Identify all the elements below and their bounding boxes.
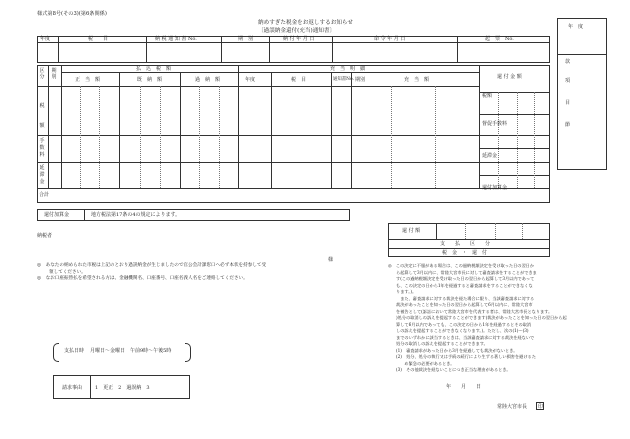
notes-right-line-2: ら起算して3月以内に、常陸大宮市長に対して審査請求をすることができま (396, 269, 537, 275)
taxpayer-sama: 様 (328, 257, 334, 263)
section-header: 区分 (39, 68, 45, 80)
notes-right-line-3: す(この過納税額決定を受け取った日の翌日から起算して3月以内であって (396, 276, 535, 281)
notes-right-line-12: までのいずれかに該当するときは、当該審査請求に対する裁決を経ないで (396, 334, 535, 340)
title-line1: 納めすぎた税金をお返しするお知らせ (258, 20, 353, 26)
title-line2: 〔過誤納金還付(充当)通知書〕 (258, 28, 336, 34)
hours-label: 支払日時 (64, 348, 85, 354)
right-panel (557, 18, 607, 170)
notes-right-line-8: を被告として(訴訟において常陸大宮市を代表する者は、常陸大宮市長となります。 (396, 308, 553, 314)
notes-right-line-1: この決定に不服がある場合は、この過納税額決定を受け取った日の翌日か (395, 263, 535, 268)
row-label-total: 合計 (39, 192, 50, 198)
refund-interest-text: 地方税法第17条の4の規定によります。 (91, 212, 181, 218)
col-appr-tax-item: 税 目 (291, 77, 307, 83)
col-appr-year: 年度 (245, 77, 256, 83)
note-2: なお口座振替払を希望される方は、金融機関名、口座番号、口座名義人名をご連絡してください。 (45, 276, 248, 282)
top-header-order-date: 命 令 年 月 日 (374, 36, 406, 42)
right-row-reminder-fee: 督促手数料 (482, 121, 508, 127)
notes-right-marker: ◎ (388, 263, 396, 268)
notes-right-line-15: (2) 処分、処分の執行又は手続の続行により生ずる著しい損害を避けるた (396, 354, 536, 359)
claim-value: 1 更正 2 過誤納 3 (95, 385, 150, 391)
note-1 (37, 263, 337, 283)
col-appr-amount: 充 当 額 (404, 77, 430, 83)
claim-label: 請求事由 (62, 385, 83, 391)
right-panel-moku: 目 (565, 100, 571, 106)
note-1-line1: あなたの納められた市税は上記のとおり過誤納金が生じましたので官公会計課窓口へ必ず本状を持参して受 (45, 263, 267, 268)
hours-bracket-left (53, 343, 59, 362)
paid-header: 払 込 税 額 (136, 66, 172, 72)
notes-right-line-6: また、審査請求に対する裁決を経た場合に限り、当該審査請求に対する (396, 295, 535, 301)
col-proper-amount: 正 当 額 (75, 77, 101, 83)
right-row-delinquency: 延滞金 (482, 153, 498, 159)
notes-right-line-5: ります。)。 (396, 289, 417, 294)
payment-category-label: 支 払 区 分 (440, 241, 491, 247)
footer-date: 年 月 日 (446, 384, 482, 390)
notes-right-line-17: (3) その他裁決を経ないことにつき正当な理由があるとき。 (396, 367, 511, 372)
seal-box (536, 402, 544, 410)
notes-right-line-4: も、この決定の日から1年を経過すると審査請求をすることができなくな (396, 282, 533, 288)
notes-right-line-10: 算して6月以内であっても、この決定の日から1年を経過するとその取消 (396, 321, 532, 327)
notes-right-line-7: 裁決があったことを知った日の翌日から起算して6月以内に、常陸大宮市 (396, 302, 533, 307)
refund-interest-label: 還付加算金 (44, 212, 70, 218)
col-appr-period: 期別 (355, 77, 366, 83)
col-overpaid: 過 納 額 (195, 77, 221, 83)
refund-amount-header: 還 付 金 額 (497, 74, 522, 80)
footer-issuer: 常陸大宮市長 (497, 404, 528, 410)
note-1-line2: 領してください。 (49, 269, 86, 275)
notes-right-line-16: め緊急の必要があるとき。 (396, 360, 455, 366)
top-header-notice-no: 納 税 通 知 書 No. (155, 36, 197, 42)
col-appr-notice-no: 通知書No. (333, 77, 354, 82)
top-header-period: 期 別 (238, 36, 254, 42)
form-number: 様式第8号(その3)(第6条関係) (37, 11, 107, 17)
right-row-tax: 税額 (482, 93, 493, 99)
note-2-marker: ◎ (37, 276, 46, 282)
notes-right-line-14: (1) 審査請求があった日から3月を経過しても裁決がないとき。 (396, 347, 518, 353)
right-row-refund-interest: 還付加算金 (482, 185, 508, 191)
right-panel-kan: 款 (565, 59, 571, 65)
top-header-payment-date: 納 付 年 月 日 (283, 36, 315, 42)
right-panel-setsu: 節 (565, 122, 571, 128)
top-header-voucher-no: 起 票 No. (485, 36, 514, 42)
taxpayer-label: 納税者 (37, 233, 53, 239)
note-1-marker: ◎ (37, 263, 46, 268)
col-already-paid: 既 納 額 (137, 77, 163, 83)
notes-right (388, 263, 588, 374)
row-label-delinquency: 延滞金 (39, 165, 45, 185)
row-label-fee: 手数料 (39, 138, 45, 158)
tax-refund-label: 税 金 ・ 還 付 (442, 250, 488, 256)
right-panel-kou: 項 (565, 78, 571, 84)
period-header: 期別 (51, 68, 57, 80)
appropriation-header: 充 当 明 細 (330, 66, 366, 72)
notes-right-line-13: 処分の取消しの訴えを提起することができます。 (396, 341, 488, 346)
top-header-year: 年度 (40, 36, 51, 42)
notes-right-line-11: しの訴えを提起することができなくなります。)。ただし、次の(1)〜(3) (396, 328, 529, 333)
hours-value: 月曜日〜金曜日 午前9時〜午後5時 (90, 348, 172, 354)
row-label-tax: 税額 (39, 103, 45, 129)
notes-right-line-9: )処分の取消しの訴えを提起することができます(裁決があったことを知った日の翌日から起 (396, 315, 567, 320)
refund-amount-label: 還 付 額 (402, 228, 421, 234)
seal-char: 印 (538, 404, 544, 410)
hours-bracket-right (185, 343, 191, 362)
top-header-tax-item: 税 目 (88, 36, 109, 42)
right-panel-year: 年 度 (568, 24, 584, 30)
